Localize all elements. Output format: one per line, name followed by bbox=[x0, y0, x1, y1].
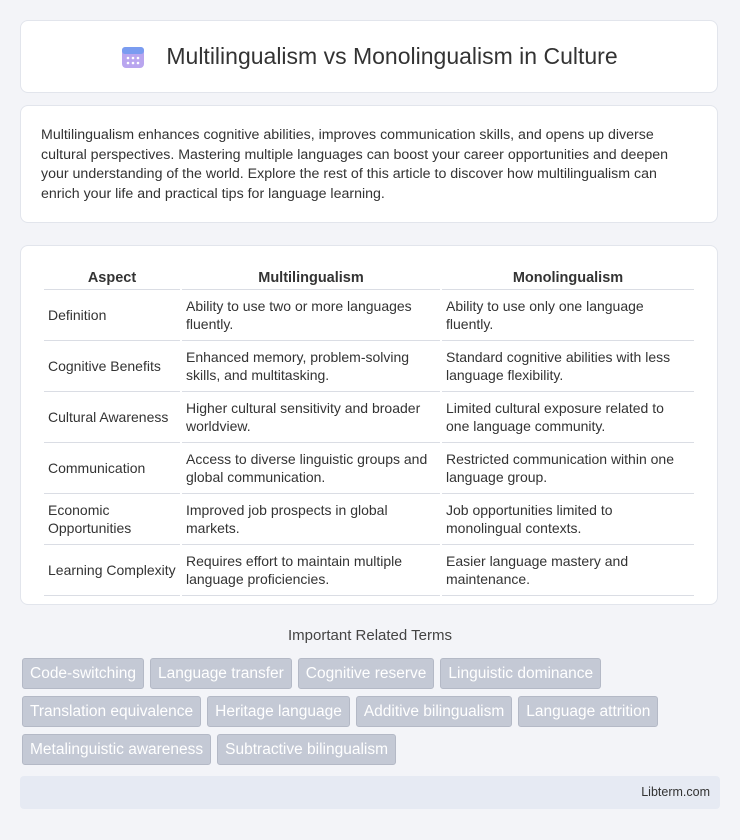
term-tag[interactable]: Additive bilingualism bbox=[356, 696, 512, 727]
table-cell: Communication bbox=[44, 443, 180, 494]
term-tag[interactable]: Language attrition bbox=[518, 696, 658, 727]
calendar-icon bbox=[120, 44, 146, 70]
table-row bbox=[44, 392, 694, 443]
term-tag[interactable]: Cognitive reserve bbox=[298, 658, 435, 689]
column-header: Multilingualism bbox=[182, 267, 440, 290]
table-cell: Job opportunities limited to monolingual contexts. bbox=[442, 494, 694, 545]
table-cell: Requires effort to maintain multiple language proficiencies. bbox=[182, 545, 440, 596]
table-cell: Ability to use only one language fluently. bbox=[442, 290, 694, 341]
table-row bbox=[44, 290, 694, 341]
page-title: Multilingualism vs Monolingualism in Culture bbox=[166, 43, 618, 69]
table-cell: Learning Complexity bbox=[44, 545, 180, 596]
table-cell: Cognitive Benefits bbox=[44, 341, 180, 392]
table-row bbox=[44, 341, 694, 392]
table-cell: Standard cognitive abilities with less language flexibility. bbox=[442, 341, 694, 392]
column-header: Monolingualism bbox=[442, 267, 694, 290]
table-row bbox=[44, 443, 694, 494]
footer bbox=[20, 776, 720, 809]
term-tag[interactable]: Code-switching bbox=[22, 658, 144, 689]
table-cell: Definition bbox=[44, 290, 180, 341]
table-cell: Limited cultural exposure related to one language community. bbox=[442, 392, 694, 443]
related-terms-list bbox=[22, 658, 722, 772]
table-cell: Access to diverse linguistic groups and global communication. bbox=[182, 443, 440, 494]
term-tag[interactable]: Heritage language bbox=[207, 696, 350, 727]
table-cell: Restricted communication within one language group. bbox=[442, 443, 694, 494]
comparison-table bbox=[42, 267, 696, 596]
term-tag[interactable]: Translation equivalence bbox=[22, 696, 201, 727]
table-row bbox=[44, 545, 694, 596]
column-header: Aspect bbox=[44, 267, 180, 290]
footer-site-link[interactable]: Libterm.com bbox=[641, 785, 710, 799]
table-row bbox=[44, 494, 694, 545]
table-cell: Easier language mastery and maintenance. bbox=[442, 545, 694, 596]
title-card bbox=[20, 20, 718, 93]
term-tag[interactable]: Metalinguistic awareness bbox=[22, 734, 211, 765]
table-cell: Enhanced memory, problem-solving skills, and multitasking. bbox=[182, 341, 440, 392]
table-cell: Higher cultural sensitivity and broader worldview. bbox=[182, 392, 440, 443]
comparison-table-card bbox=[20, 245, 718, 605]
intro-text: Multilingualism enhances cognitive abilities, improves communication skills, and opens up diverse cultural perspectives. Mastering multiple languages can boost your career opportunities and deepen your understanding of the world. Explore the rest of this article to discover how multilingualism can enrich your life and practical tips for language learning. bbox=[41, 127, 668, 202]
table-cell: Cultural Awareness bbox=[44, 392, 180, 443]
term-tag[interactable]: Subtractive bilingualism bbox=[217, 734, 396, 765]
term-tag[interactable]: Linguistic dominance bbox=[440, 658, 601, 689]
table-cell: Economic Opportunities bbox=[44, 494, 180, 545]
term-tag[interactable]: Language transfer bbox=[150, 658, 292, 689]
intro-card bbox=[20, 105, 718, 223]
table-cell: Improved job prospects in global markets. bbox=[182, 494, 440, 545]
table-cell: Ability to use two or more languages fluently. bbox=[182, 290, 440, 341]
table-header-row bbox=[44, 267, 694, 290]
related-terms-heading: Important Related Terms bbox=[288, 627, 452, 644]
